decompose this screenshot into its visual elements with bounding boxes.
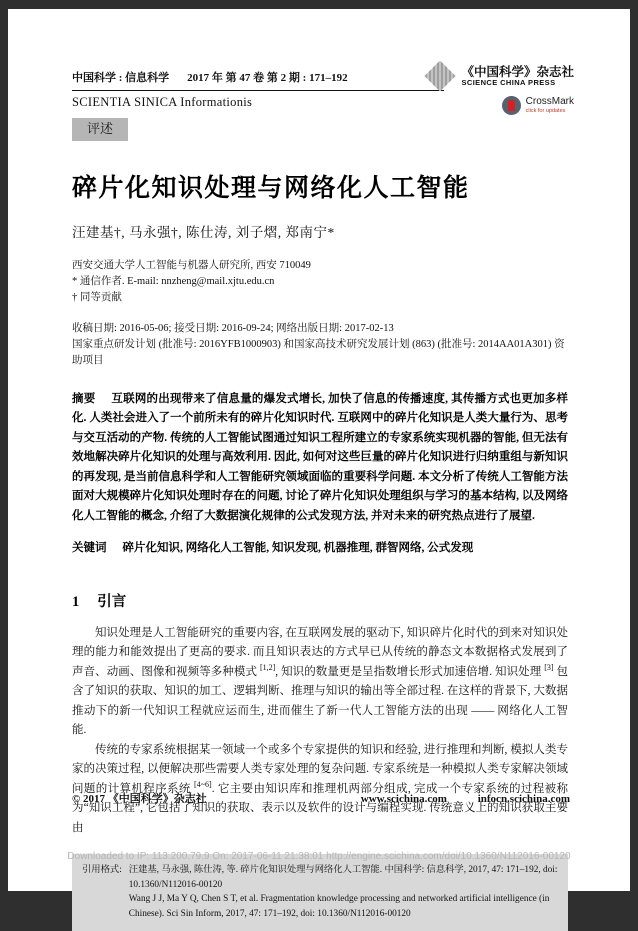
- journal-website-link[interactable]: www.scichina.com: [360, 793, 447, 805]
- section-number: 1: [72, 593, 80, 610]
- dates-line: 收稿日期: 2016-05-06; 接受日期: 2016-09-24; 网络出版日期: 2017-02-13: [72, 322, 394, 334]
- press-diamond-icon: [425, 60, 456, 91]
- journal-name-en: SCIENTIA SINICA Informationis: [72, 95, 253, 109]
- page-footer: [72, 790, 570, 806]
- press-logo: [424, 65, 574, 87]
- abstract-label: 摘要: [72, 392, 96, 405]
- author-list: 汪建基†, 马永强†, 陈仕涛, 刘子熠, 郑南宁*: [72, 224, 335, 240]
- press-name-en: SCIENCE CHINA PRESS: [461, 77, 556, 87]
- header-logos: [424, 65, 574, 115]
- abstract-text: 互联网的出现带来了信息量的爆发式增长, 加快了信息的传播速度, 其传播方式也更加多样化. 人类社会进入了一个前所未有的碎片化知识时代. 互联网中的碎片化知识是人类大量行为、思考与交互活动的产物. 传统的人工智能试图通过知识工程所建立的专家系统实现机器的智能, 但无法有效地解决碎片化知识的处理与高效利用. 因此, 如何对这些巨量的碎片化知识进行归纳重组与新知识的再发现, 是当前信息科学和人工智能研究领域面临的重要科学问题. 本文分析了传统人工智能方法面对大规模碎片化知识处理时存在的问题, 讨论了碎片化知识处理组织与学习的基本结构, 以及网络化人工智能的概念, 介绍了大数据演化规律的公式发现方法, 并对未来的研究热点进行了展望.: [72, 392, 569, 522]
- article-type-badge: 评述: [72, 118, 128, 141]
- dates-funding-block: [72, 321, 568, 369]
- crossmark-badge[interactable]: [424, 96, 574, 115]
- article-title: 碎片化知识处理与网络化人工智能: [72, 173, 470, 202]
- paper-page: [8, 9, 630, 919]
- header-rule: [72, 90, 444, 91]
- equal-contribution-line: † 同等贡献: [72, 291, 122, 303]
- crossmark-icon: [502, 96, 521, 115]
- section-1-heading: [72, 590, 568, 611]
- funding-line: 国家重点研发计划 (批准号: 2016YFB1000903) 和国家高技术研究发展计划 (863) (批准号: 2014AA01A301) 资助项目: [72, 338, 565, 366]
- download-watermark: Downloaded to IP: 113.200.79.9 On: 2017-06-11 21:38:01 http://engine.scichina.com/doi/10.1360/N112016-00120: [67, 851, 571, 862]
- keywords-text: 碎片化知识, 网络化人工智能, 知识发现, 机器推理, 群智网络, 公式发现: [122, 542, 474, 555]
- paragraph-1: 知识处理是人工智能研究的重要内容, 在互联网发展的驱动下, 知识碎片化时代的到来对知识处理的能力和能效提出了更高的要求. 而且知识表达的方式早已从传统的静态文本数据格式发展到了声音、动画、图像和视频等多种模式 [1,2], 知识的数量更是呈指数增长形式加速倍增. 知识处理 [3] 包含了知识的获取、知识的加工、逻辑判断、推理与知识的输出等全部过程. 在这样的背景下, 大数据推动下的新一代知识工程就应运而生, 进而催生了新一代人工智能方法的出现 —— 网络化人工智能.: [72, 626, 569, 737]
- journal-name-cn: 中国科学 : 信息科学: [72, 72, 170, 84]
- keywords: [72, 539, 568, 559]
- reference-marker[interactable]: [1,2]: [259, 662, 276, 672]
- reference-marker[interactable]: [4~6]: [194, 779, 212, 789]
- journal-issue-line: [72, 69, 452, 85]
- affiliation-block: [72, 258, 568, 306]
- corresponding-author-line[interactable]: * 通信作者. E-mail: nnzheng@mail.xjtu.edu.cn: [72, 275, 275, 287]
- abstract: [72, 390, 568, 527]
- crossmark-label: CrossMark: [525, 95, 574, 107]
- header-journal-block: [72, 69, 452, 141]
- issue-info: 2017 年 第 47 卷 第 2 期 : 171–192: [187, 72, 348, 84]
- citation-box: [72, 854, 568, 931]
- section-title: 引言: [97, 593, 127, 610]
- reference-marker[interactable]: [3]: [544, 662, 554, 672]
- citation-label: 引用格式:: [82, 865, 122, 876]
- keywords-label: 关键词: [72, 542, 107, 555]
- journal-cn-website-link[interactable]: infocn.scichina.com: [477, 793, 570, 805]
- copyright-notice: © 2017 《中国科学》杂志社: [72, 793, 207, 805]
- paragraph-2: 传统的专家系统根据某一领域一个或多个专家提供的知识和经验, 进行推理和判断, 模拟人类专家的决策过程, 以便解决那些需要人类专家处理的复杂问题. 专家系统是一种模拟人类专家解决领域问题的计算机程序系统 [4~6]. 它主要由知识库和推理机两部分组成, 完成一个专家系统的过程被称为“知识工程”, 它包括了知识的获取、表示以及软件的设计与编程实现. 传统意义上的知识获取主要由: [72, 743, 569, 834]
- press-name-cn: 《中国科学》杂志社: [461, 64, 574, 79]
- citation-english: Wang J J, Ma Y Q, Chen S T, et al. Fragmentation knowledge processing and networked artificial intelligence (in Chinese). Sci Sin Inform, 2017, 47: 171–192, doi: 10.1360/N112016-00120: [128, 894, 550, 919]
- page-header: [72, 64, 574, 141]
- affiliation-line: 西安交通大学人工智能与机器人研究所, 西安 710049: [72, 259, 311, 271]
- crossmark-subtext: click for updates: [525, 107, 566, 114]
- citation-chinese: 汪建基, 马永强, 陈仕涛, 等. 碎片化知识处理与网络化人工智能. 中国科学: 信息科学, 2017, 47: 171–192, doi: 10.1360/N112016-00120: [128, 865, 558, 890]
